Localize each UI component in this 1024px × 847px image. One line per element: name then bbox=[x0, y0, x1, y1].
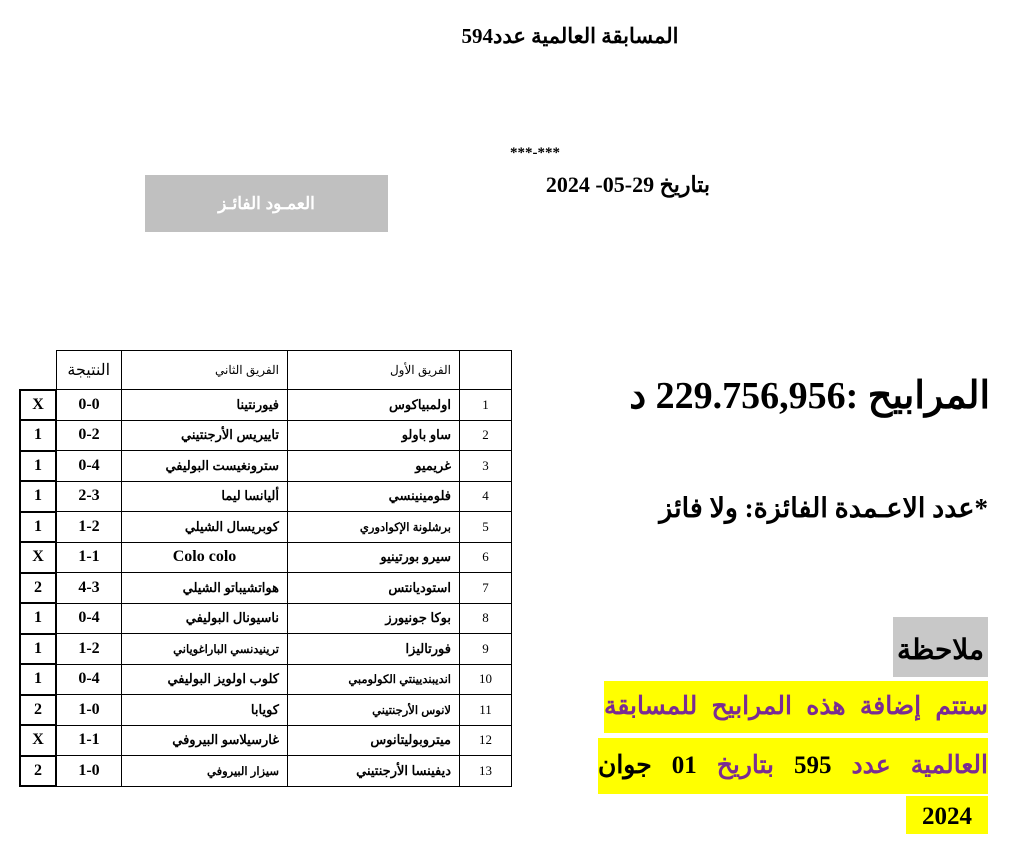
match-score: 0-4 bbox=[56, 664, 122, 695]
prize-amount: المرابيح :229.756,956 د bbox=[629, 375, 990, 417]
winning-column-box: العمـود الفائـز bbox=[145, 175, 388, 232]
team1-name: ساو باولو bbox=[288, 420, 460, 451]
match-number: 2 bbox=[460, 420, 512, 451]
header-number bbox=[460, 351, 512, 390]
team2-name: سيزار البيروفي bbox=[122, 756, 288, 787]
team1-name: اولمبياكوس bbox=[288, 390, 460, 421]
note-line-2 bbox=[598, 738, 988, 794]
contest-date: بتاريخ 29-05- 2024 bbox=[545, 172, 710, 197]
team2-name: كوبريسال الشيلي bbox=[122, 512, 288, 543]
team2-name: هواتشيباتو الشيلي bbox=[122, 573, 288, 604]
match-number: 8 bbox=[460, 603, 512, 634]
table-row bbox=[20, 603, 512, 634]
match-score: 4-3 bbox=[56, 573, 122, 604]
table-row bbox=[20, 756, 512, 787]
match-score: 1-1 bbox=[56, 542, 122, 573]
header-result bbox=[20, 351, 56, 390]
page-title: المسابقة العالمية عدد594 bbox=[461, 24, 679, 48]
match-score: 0-0 bbox=[56, 390, 122, 421]
results-table bbox=[19, 350, 512, 787]
match-score: 2-3 bbox=[56, 481, 122, 512]
match-result: 2 bbox=[20, 573, 56, 604]
match-number: 3 bbox=[460, 451, 512, 482]
team2-name: ناسيونال البوليفي bbox=[122, 603, 288, 634]
match-number: 6 bbox=[460, 542, 512, 573]
match-result: X bbox=[20, 542, 56, 573]
team1-name: برشلونة الإكوادوري bbox=[288, 512, 460, 543]
team2-name: فيورنتينا bbox=[122, 390, 288, 421]
table-row bbox=[20, 573, 512, 604]
match-number: 1 bbox=[460, 390, 512, 421]
table-row bbox=[20, 451, 512, 482]
team2-name: كلوب اولويز البوليفي bbox=[122, 664, 288, 695]
table-header-row bbox=[20, 351, 512, 390]
table-row bbox=[20, 664, 512, 695]
match-result: 1 bbox=[20, 481, 56, 512]
team2-name: Colo colo bbox=[122, 542, 288, 573]
match-number: 10 bbox=[460, 664, 512, 695]
match-score: 1-2 bbox=[56, 634, 122, 665]
match-number: 9 bbox=[460, 634, 512, 665]
match-score: 1-1 bbox=[56, 725, 122, 756]
match-result: 1 bbox=[20, 451, 56, 482]
team1-name: انديبنديينتي الكولومبي bbox=[288, 664, 460, 695]
team1-name: غريميو bbox=[288, 451, 460, 482]
match-result: 1 bbox=[20, 512, 56, 543]
table-row bbox=[20, 390, 512, 421]
header-score: النتيجة bbox=[56, 351, 122, 390]
match-score: 0-4 bbox=[56, 603, 122, 634]
table-row bbox=[20, 481, 512, 512]
team1-name: فورتاليزا bbox=[288, 634, 460, 665]
table-row bbox=[20, 512, 512, 543]
match-result: X bbox=[20, 390, 56, 421]
team1-name: ميتروبوليتانوس bbox=[288, 725, 460, 756]
header-team1: الفريق الأول bbox=[288, 351, 460, 390]
match-score: 1-0 bbox=[56, 756, 122, 787]
table-row bbox=[20, 542, 512, 573]
note-line-1: ستتم إضافة هذه المرابيح للمسابقة bbox=[604, 681, 988, 733]
note-date: 01 جوان bbox=[598, 752, 697, 779]
team2-name: سترونغيست البوليفي bbox=[122, 451, 288, 482]
match-result: 1 bbox=[20, 420, 56, 451]
table-row bbox=[20, 420, 512, 451]
note-contest-number: 595 bbox=[794, 752, 832, 779]
stars-line: ***-*** bbox=[510, 145, 560, 161]
note-year: 2024 bbox=[906, 796, 988, 834]
match-score: 1-2 bbox=[56, 512, 122, 543]
match-number: 7 bbox=[460, 573, 512, 604]
match-number: 4 bbox=[460, 481, 512, 512]
header-team2: الفريق الثاني bbox=[122, 351, 288, 390]
team2-name: غارسيلاسو البيروفي bbox=[122, 725, 288, 756]
match-score: 0-4 bbox=[56, 451, 122, 482]
team2-name: أليانسا ليما bbox=[122, 481, 288, 512]
match-number: 13 bbox=[460, 756, 512, 787]
match-score: 1-0 bbox=[56, 695, 122, 726]
note-line-2-part-c: بتاريخ bbox=[716, 752, 775, 779]
team2-name: تاييريس الأرجنتيني bbox=[122, 420, 288, 451]
table-row bbox=[20, 695, 512, 726]
team1-name: سيرو بورتينيو bbox=[288, 542, 460, 573]
note-title: ملاحظة bbox=[893, 617, 988, 677]
table-row bbox=[20, 634, 512, 665]
match-number: 11 bbox=[460, 695, 512, 726]
team2-name: ترينيدنسي الباراغوياني bbox=[122, 634, 288, 665]
match-number: 5 bbox=[460, 512, 512, 543]
team1-name: فلومينينسي bbox=[288, 481, 460, 512]
match-score: 0-2 bbox=[56, 420, 122, 451]
match-result: 2 bbox=[20, 756, 56, 787]
team1-name: استوديانتس bbox=[288, 573, 460, 604]
table-row bbox=[20, 725, 512, 756]
note-line-2-part-a: العالمية عدد bbox=[851, 752, 988, 779]
team1-name: ديفينسا الأرجنتيني bbox=[288, 756, 460, 787]
match-result: X bbox=[20, 725, 56, 756]
winning-columns-count: *عدد الاعـمدة الفائزة: ولا فائز bbox=[659, 493, 988, 523]
match-result: 1 bbox=[20, 634, 56, 665]
match-result: 1 bbox=[20, 664, 56, 695]
match-number: 12 bbox=[460, 725, 512, 756]
match-result: 1 bbox=[20, 603, 56, 634]
team1-name: لانوس الأرجنتيني bbox=[288, 695, 460, 726]
team2-name: كويابا bbox=[122, 695, 288, 726]
team1-name: بوكا جونيورز bbox=[288, 603, 460, 634]
match-result: 2 bbox=[20, 695, 56, 726]
